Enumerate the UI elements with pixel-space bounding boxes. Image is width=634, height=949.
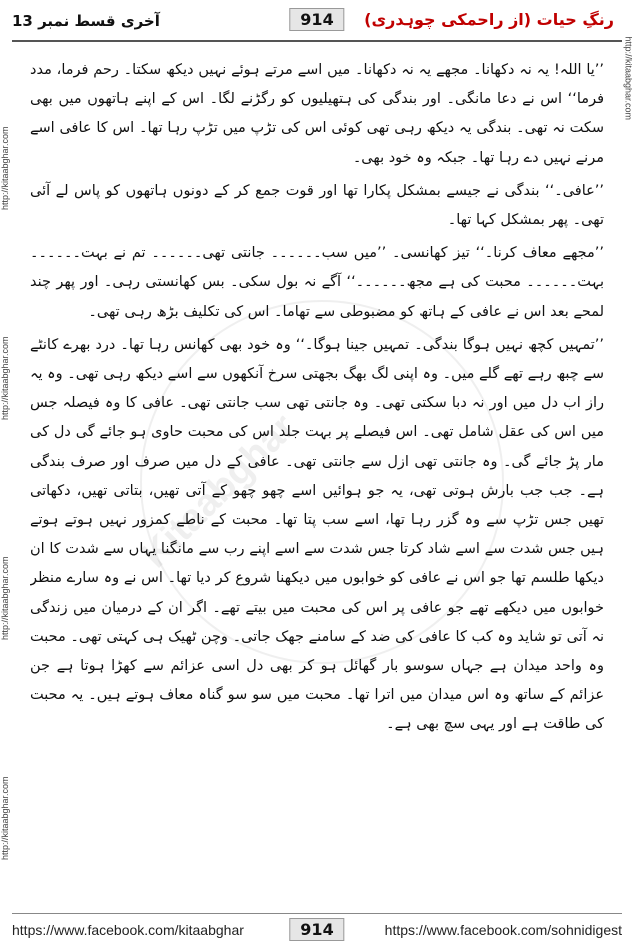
- page-number-badge: 914: [289, 8, 344, 31]
- paragraph: ’’عافی۔‘‘ بندگی نے جیسے بمشکل پکارا تھا اور قوت جمع کر کے دونوں ہاتھوں کو پاس لے آئی تھی۔ پھر بمشکل کہا تھا۔: [30, 182, 604, 229]
- side-watermark-url: http://kitaabghar.com: [0, 126, 10, 210]
- issue-label: آخری قسط نمبر 13: [12, 12, 160, 30]
- side-watermark-url: http://kitaabghar.com: [0, 776, 10, 860]
- footer-divider: [12, 913, 622, 914]
- page-header: [12, 6, 622, 40]
- side-watermark-url: http://kitaabghar.com: [624, 36, 634, 120]
- side-watermark-url: http://kitaabghar.com: [0, 336, 10, 420]
- novel-title: رنگِ حیات (از راحمکی چوہدری): [364, 10, 614, 29]
- footer-page-number: 914: [289, 918, 344, 941]
- facebook-kitaabghar-link[interactable]: https://www.facebook.com/kitaabghar: [12, 922, 244, 938]
- page-footer: [12, 918, 622, 944]
- paragraph: ’’یا اللہ! یہ نہ دکھانا۔ مجھے یہ نہ دکھانا۔ میں اسے مرتے ہوئے نہیں دیکھ سکتا۔ رحم فرما، مدد فرما‘‘ اس نے دعا مانگی۔ اور بندگی کی ہتھیلیوں کو رگڑنے لگا۔ اس کے اپنے ہاتھوں میں بھی سکت نہ تھی۔ بندگی یہ دیکھ رہی تھی کوئی اس کی تڑپ میں تڑپ رہا تھا۔ اس کا عافی اسے مرنے نہیں دے رہا تھا۔ جبکہ وہ خود بھی۔: [30, 62, 604, 166]
- facebook-sohnidigest-link[interactable]: https://www.facebook.com/sohnidigest: [384, 922, 622, 938]
- article-body: [30, 56, 604, 901]
- watermark-text: Kitaabghar: [133, 406, 304, 577]
- header-divider: [12, 40, 622, 42]
- paragraph: ’’تمہیں کچھ نہیں ہوگا بندگی۔ تمہیں جینا ہوگا۔‘‘ وہ خود بھی کھانس رہا تھا۔ درد بھرے کانٹے سے چبھ رہے تھے گلے میں۔ وہ اپنی لگ بھگ بجھتی سرخ آنکھوں سے اسے دیکھ رہی تھی۔ وہ یہ راز اب دل میں اور نہ دبا سکتی تھی۔ وہ جانتی تھی سب جانتی تھی۔ عافی کا وہ فیصلہ جس میں اس کی عقل شامل تھی۔ اس فیصلے پر بہت جلد اس کی محبت حاوی ہو جائے گی دل کی مار پڑ جائے گی۔ وہ جانتی تھی ازل سے جانتی تھی۔ عافی کے دل میں صرف اور صرف بندگی ہے۔ جب جب بارش ہوتی تھی، یہ جو ہوائیں اسے چھو چھو کے آتی تھیں، بتاتی تھیں، دکھاتی تھیں جس تڑپ سے وہ گزر رہا تھا، اسے سب پتا تھا۔ محبت کے ناطے کمزور نہیں ہوتے ہوتے ہیں جس شدت سے اسے شاد کرتا جس شدت سے اسے اپنے رب سے مانگنا یہاں سے شدت کا ان دیکھا طلسم تھا جو اس نے عافی کو خوابوں میں دیکھنا شروع کر دیا تھا۔ اس نے وہ سارے منظر خوابوں میں دیکھے تھے جو عافی پر اس کی محبت میں بیتے تھے۔ اگر ان کے درمیان میں زندگی نہ آتی تو شاید وہ کب کا عافی کی ضد کے سامنے جھک جاتی۔ وچن ٹھیک ہی کہتی تھی۔ محبت وہ واحد میدان ہے جہاں سوسو بار گھائل ہو کر بھی دل اسی عزائم سے کھڑا ہوتا ہے جن عزائم کے ساتھ وہ اس میدان میں اترا تھا۔ محبت میں سو سو گناہ معاف ہوتے ہیں۔ یہ محبت کی طاقت ہے اور یہی سچ بھی ہے۔: [30, 336, 604, 733]
- side-watermark-url: http://kitaabghar.com: [0, 556, 10, 640]
- paragraph: ’’مجھے معاف کرنا۔‘‘ تیز کھانسی۔ ’’میں سب۔۔۔۔۔۔ جانتی تھی۔۔۔۔۔۔ تم نے بہت۔۔۔۔۔۔ بہت۔۔۔۔۔۔ محبت کی ہے مجھ۔۔۔۔۔۔‘‘ آگے نہ بول سکی۔ بس کھانستی رہی۔ اور پھر چند لمحے بعد اس نے عافی کے ہاتھ کو مضبوطی سے تھاما۔ اس کی تکلیف بڑھ رہی تھی۔: [30, 245, 604, 320]
